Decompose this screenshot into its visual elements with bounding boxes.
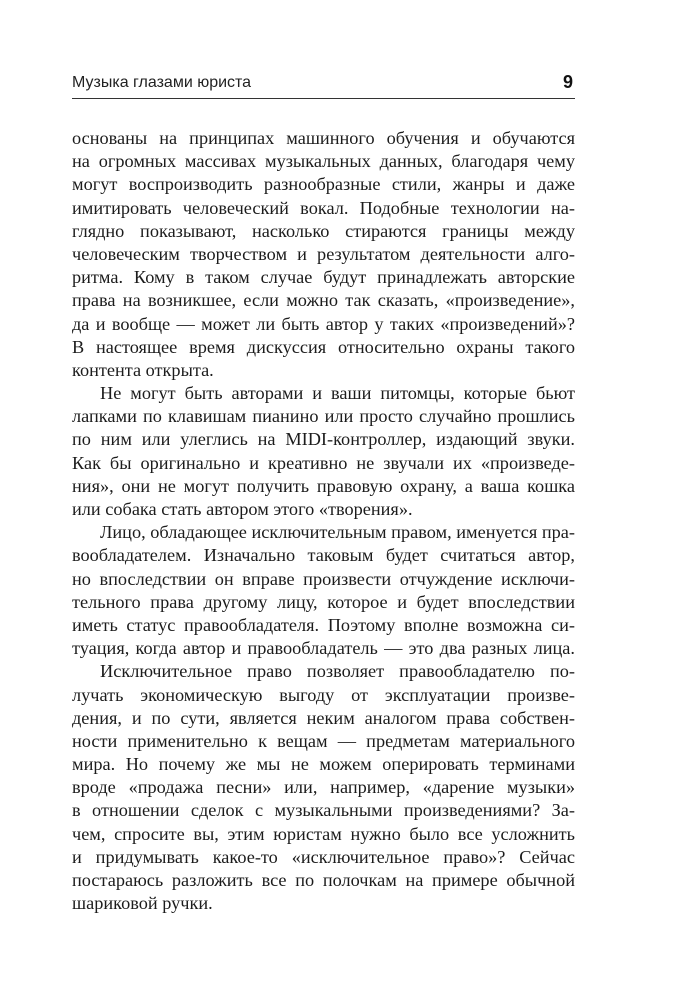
text-line: дения, и по сути, является неким аналогом права собствен- <box>72 707 575 728</box>
text-line: контента открыта. <box>72 359 214 380</box>
text-line: лапками по клавишам пианино или просто случайно прошлись <box>72 406 575 427</box>
text-line: Как бы оригинально и креативно не звучали их «произведе- <box>72 452 575 473</box>
text-line: но впоследствии он вправе произвести отчуждение исключи- <box>72 568 575 589</box>
text-line: вообладателем. Изначально таковым будет считаться автор, <box>72 545 575 566</box>
text-line: в отношении сделок с музыкальными произведениями? За- <box>72 800 575 821</box>
text-line: или собака стать автором этого «творения». <box>72 499 413 519</box>
text-line: мира. Но почему же мы не можем оперировать терминами <box>72 754 575 775</box>
text-line: ния», они не могут получить правовую охрану, а ваша кошка <box>72 475 575 496</box>
text-line: и придумывать какое-то «исключительное право»? Сейчас <box>72 846 575 867</box>
text-line: основаны на принципах машинного обучения и обучаются <box>72 128 575 148</box>
text-line: имитировать человеческий вокал. Подобные технологии на- <box>72 197 575 218</box>
text-line: могут воспроизводить разнообразные стили, жанры и даже <box>72 174 575 195</box>
body-text <box>72 127 575 915</box>
text-line: права на возникшее, если можно так сказать, «произведение», <box>72 290 575 311</box>
paragraph <box>72 382 575 521</box>
page-number: 9 <box>562 72 573 92</box>
text-line: да и вообще — может ли быть автор у таких «произведений»? <box>72 313 575 334</box>
text-line: по ним или улеглись на MIDI-контроллер, издающий звуки. <box>72 429 575 450</box>
text-line: человеческим творчеством и результатом деятельности алго- <box>72 243 575 264</box>
text-line: глядно показывают, насколько стираются границы между <box>72 220 575 241</box>
text-line: Не могут быть авторами и ваши питомцы, которые бьют <box>100 383 575 404</box>
text-line: Лицо, обладающее исключительным правом, именуется пра- <box>100 522 575 543</box>
page-header <box>72 72 575 99</box>
text-line: ритма. Кому в таком случае будут принадлежать авторские <box>72 267 575 288</box>
text-line: Исключительное право позволяет правообладателю по- <box>100 661 575 682</box>
text-line: туация, когда автор и правообладатель — это два разных лица. <box>72 638 575 659</box>
text-line: лучать экономическую выгоду от эксплуатации произве- <box>72 684 575 705</box>
text-line: иметь статус правообладателя. Поэтому вполне возможна си- <box>72 614 575 635</box>
text-line: чем, спросите вы, этим юристам нужно было все усложнить <box>72 823 575 844</box>
running-title: Музыка глазами юриста <box>72 74 252 91</box>
text-line: ности применительно к вещам — предметам материального <box>72 730 575 751</box>
text-line: постараюсь разложить все по полочкам на примере обычной <box>72 870 575 890</box>
paragraph <box>72 521 575 660</box>
text-line: тельного права другому лицу, которое и будет впоследствии <box>72 591 575 612</box>
text-line: на огромных массивах музыкальных данных, благодаря чему <box>72 151 575 172</box>
paragraph <box>72 660 575 915</box>
text-line: вроде «продажа песни» или, например, «дарение музыки» <box>72 777 575 798</box>
paragraph <box>72 127 575 382</box>
text-line: шариковой ручки. <box>72 893 213 914</box>
text-line: В настоящее время дискуссия относительно охраны такого <box>72 336 575 357</box>
